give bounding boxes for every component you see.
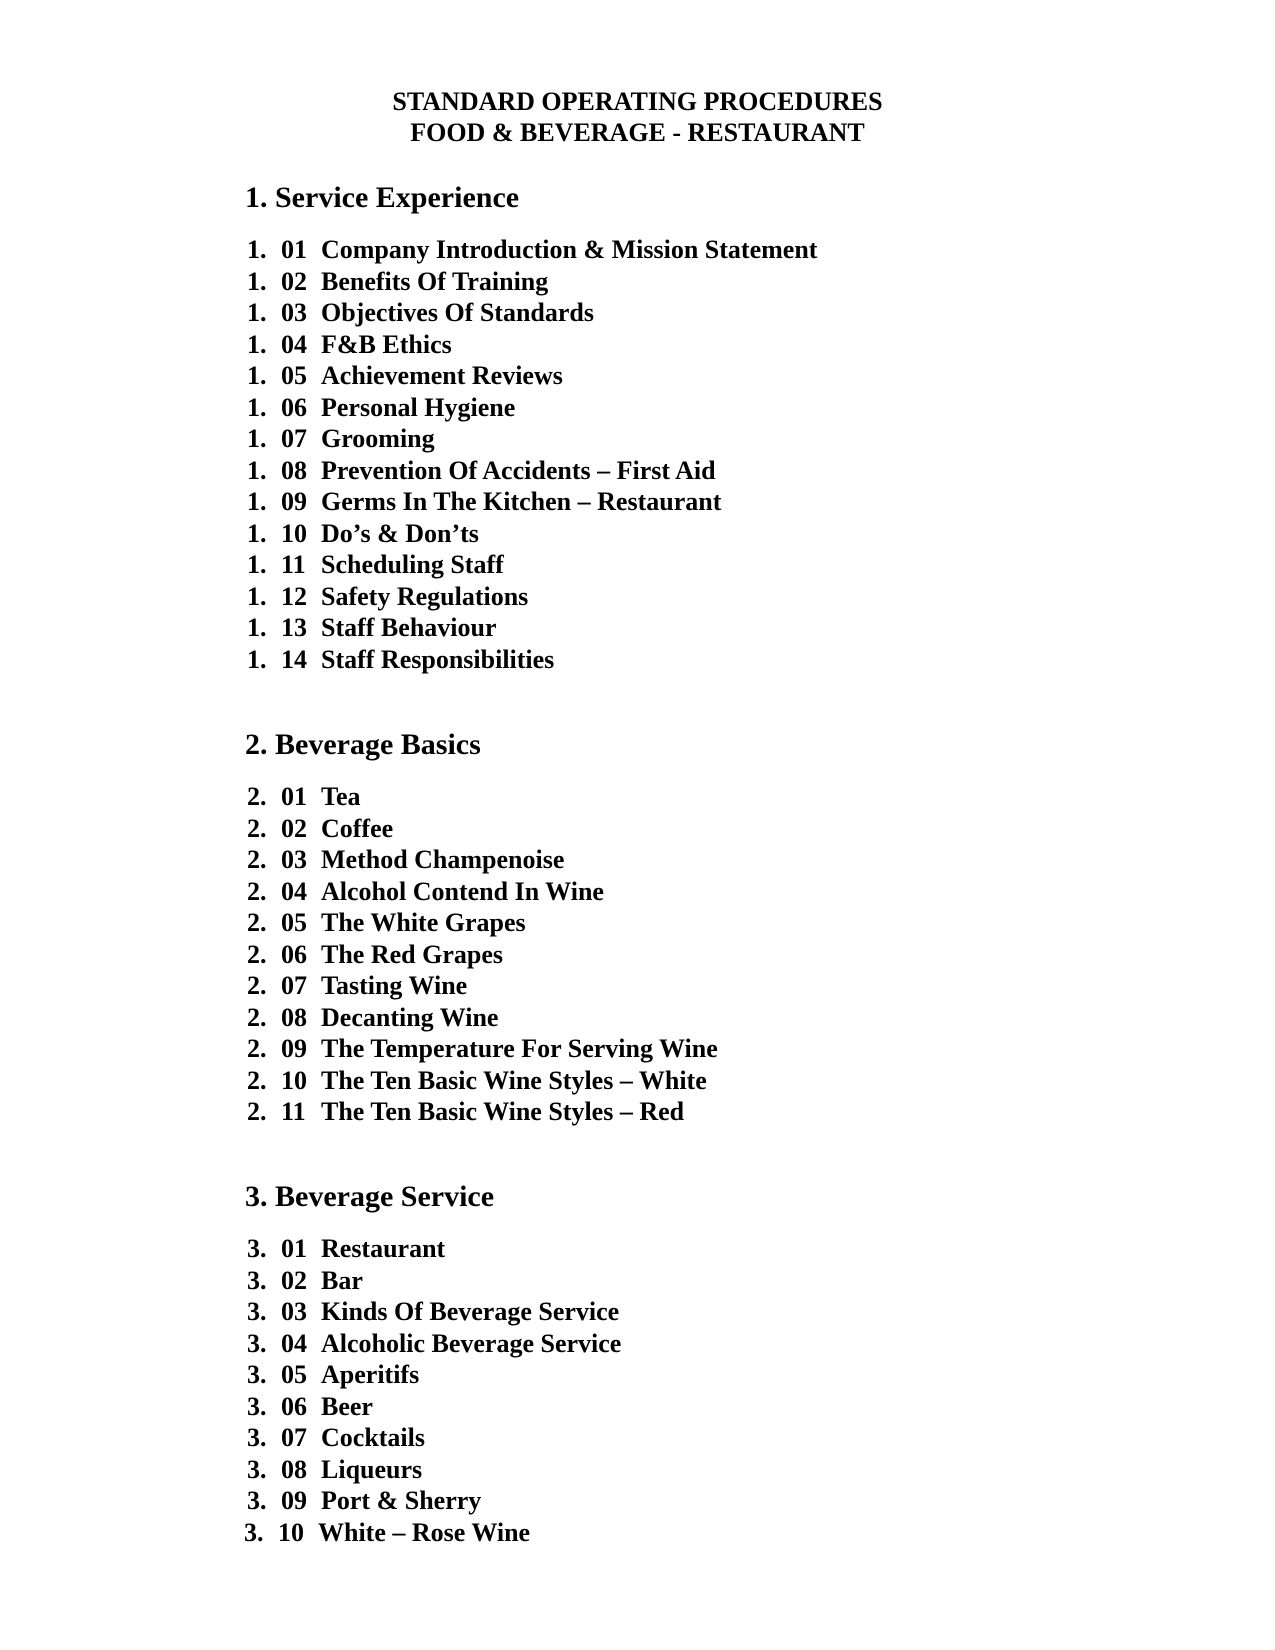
item-title: The Ten Basic Wine Styles – Red (321, 1097, 685, 1126)
item-major-number: 2. (247, 1002, 267, 1032)
item-major-number: 2. (247, 1065, 267, 1095)
list-item (247, 486, 817, 518)
item-title: Tasting Wine (321, 971, 468, 1000)
item-minor-number: 09 (281, 487, 307, 516)
item-title: The Ten Basic Wine Styles – White (321, 1065, 707, 1095)
item-major-number: 1. (247, 644, 267, 674)
item-title: Alcohol Contend In Wine (321, 876, 604, 906)
item-minor-number: 14 (281, 644, 307, 674)
item-title: Coffee (321, 813, 394, 843)
item-minor-number: 08 (281, 1002, 307, 1032)
list-item (247, 329, 817, 361)
item-title: Decanting Wine (321, 1002, 499, 1032)
item-major-number: 3. (247, 1234, 267, 1263)
item-major-number: 1. (247, 424, 267, 453)
item-minor-number: 10 (281, 518, 307, 548)
item-minor-number: 06 (281, 392, 307, 422)
list-item (247, 455, 817, 487)
item-major-number: 1. (247, 235, 267, 264)
list-item (247, 1033, 718, 1065)
list-item (247, 907, 718, 939)
section-list-beverage-service (244, 1233, 622, 1548)
list-item (247, 1391, 621, 1423)
item-major-number: 2. (247, 845, 267, 874)
list-item (247, 1359, 621, 1391)
list-item (247, 1422, 621, 1454)
item-title: Aperitifs (321, 1360, 420, 1389)
item-major-number: 3. (247, 1391, 267, 1421)
item-title: Kinds Of Beverage Service (321, 1297, 620, 1326)
section-heading-beverage-service: 3. Beverage Service (245, 1180, 495, 1213)
list-item (247, 1265, 621, 1297)
item-major-number: 3. (247, 1360, 267, 1389)
item-minor-number: 02 (281, 266, 307, 296)
list-item (244, 1517, 621, 1549)
item-major-number: 2. (247, 813, 267, 843)
item-title: White – Rose Wine (318, 1517, 531, 1547)
item-title: Tea (321, 782, 361, 811)
item-title: Personal Hygiene (321, 392, 516, 422)
item-title: Bar (321, 1265, 363, 1295)
document-title-line-2: FOOD & BEVERAGE - RESTAURANT (410, 118, 865, 147)
item-major-number: 3. (247, 1454, 267, 1484)
item-title: Do’s & Don’ts (321, 518, 479, 548)
item-major-number: 2. (247, 908, 267, 937)
item-title: Alcoholic Beverage Service (321, 1328, 622, 1358)
item-minor-number: 01 (281, 1234, 307, 1263)
item-minor-number: 07 (281, 424, 307, 453)
section-list-service-experience (247, 234, 817, 675)
item-title: Prevention Of Accidents – First Aid (321, 455, 716, 485)
item-title: Restaurant (321, 1234, 446, 1263)
item-minor-number: 11 (281, 550, 306, 579)
item-minor-number: 03 (281, 845, 307, 874)
list-item (247, 813, 718, 845)
item-minor-number: 10 (278, 1517, 304, 1547)
document-title-line-1: STANDARD OPERATING PROCEDURES (392, 87, 883, 116)
item-minor-number: 05 (281, 1360, 307, 1389)
item-title: Objectives Of Standards (321, 298, 594, 327)
list-item (247, 781, 718, 813)
list-item (247, 876, 718, 908)
list-item (247, 1233, 621, 1265)
item-title: Scheduling Staff (321, 550, 504, 579)
list-item (247, 518, 817, 550)
list-item (247, 581, 817, 613)
list-item (247, 939, 718, 971)
item-title: The Red Grapes (321, 939, 503, 969)
item-minor-number: 06 (281, 939, 307, 969)
item-minor-number: 02 (281, 1265, 307, 1295)
item-major-number: 1. (247, 455, 267, 485)
item-minor-number: 08 (281, 455, 307, 485)
item-minor-number: 09 (281, 1486, 307, 1515)
item-minor-number: 04 (281, 876, 307, 906)
item-major-number: 1. (247, 581, 267, 611)
item-minor-number: 04 (281, 1328, 307, 1358)
item-minor-number: 05 (281, 908, 307, 937)
item-major-number: 3. (247, 1328, 267, 1358)
item-title: Germs In The Kitchen – Restaurant (321, 487, 722, 516)
item-major-number: 1. (247, 392, 267, 422)
list-item (247, 1065, 718, 1097)
list-item (247, 360, 817, 392)
item-title: Staff Responsibilities (321, 644, 555, 674)
item-major-number: 3. (247, 1486, 267, 1515)
item-major-number: 1. (247, 613, 267, 642)
item-minor-number: 04 (281, 329, 307, 359)
item-major-number: 3. (247, 1265, 267, 1295)
item-minor-number: 07 (281, 971, 307, 1000)
item-major-number: 3. (244, 1517, 264, 1547)
item-minor-number: 07 (281, 1423, 307, 1452)
item-major-number: 2. (247, 939, 267, 969)
item-major-number: 1. (247, 550, 267, 579)
item-title: Port & Sherry (321, 1486, 482, 1515)
item-title: Cocktails (321, 1423, 425, 1452)
item-title: Beer (321, 1391, 373, 1421)
item-major-number: 1. (247, 487, 267, 516)
item-minor-number: 08 (281, 1454, 307, 1484)
list-item (247, 266, 817, 298)
item-title: Benefits Of Training (321, 266, 549, 296)
list-item (247, 1296, 621, 1328)
item-title: Achievement Reviews (321, 361, 563, 390)
item-major-number: 3. (247, 1423, 267, 1452)
item-minor-number: 12 (281, 581, 307, 611)
item-minor-number: 01 (281, 782, 307, 811)
list-item (247, 1454, 621, 1486)
item-title: Liqueurs (321, 1454, 423, 1484)
list-item (247, 1485, 621, 1517)
item-minor-number: 05 (281, 361, 307, 390)
item-major-number: 1. (247, 361, 267, 390)
list-item (247, 844, 718, 876)
list-item (247, 970, 718, 1002)
item-minor-number: 06 (281, 1391, 307, 1421)
item-minor-number: 02 (281, 813, 307, 843)
item-major-number: 3. (247, 1297, 267, 1326)
list-item (247, 612, 817, 644)
item-minor-number: 10 (281, 1065, 307, 1095)
list-item (247, 549, 817, 581)
item-major-number: 1. (247, 266, 267, 296)
item-major-number: 2. (247, 782, 267, 811)
section-list-beverage-basics (247, 781, 718, 1128)
list-item (247, 234, 817, 266)
item-major-number: 1. (247, 329, 267, 359)
item-major-number: 1. (247, 298, 267, 327)
item-minor-number: 03 (281, 298, 307, 327)
list-item (247, 1096, 718, 1128)
item-major-number: 2. (247, 1034, 267, 1063)
item-title: Staff Behaviour (321, 613, 497, 642)
item-title: F&B Ethics (321, 329, 452, 359)
item-major-number: 2. (247, 1097, 267, 1126)
item-title: The Temperature For Serving Wine (321, 1034, 718, 1063)
list-item (247, 1328, 621, 1360)
list-item (247, 644, 817, 676)
item-title: Method Champenoise (321, 845, 565, 874)
item-minor-number: 11 (281, 1097, 306, 1126)
item-minor-number: 01 (281, 235, 307, 264)
item-major-number: 2. (247, 876, 267, 906)
list-item (247, 392, 817, 424)
item-major-number: 2. (247, 971, 267, 1000)
list-item (247, 423, 817, 455)
section-heading-beverage-basics: 2. Beverage Basics (245, 728, 481, 761)
item-minor-number: 03 (281, 1297, 307, 1326)
list-item (247, 1002, 718, 1034)
item-title: Grooming (321, 424, 435, 453)
item-minor-number: 13 (281, 613, 307, 642)
document-header (0, 86, 1275, 148)
item-minor-number: 09 (281, 1034, 307, 1063)
list-item (247, 297, 817, 329)
section-heading-service-experience: 1. Service Experience (245, 181, 520, 214)
item-title: Safety Regulations (321, 581, 529, 611)
item-major-number: 1. (247, 518, 267, 548)
item-title: Company Introduction & Mission Statement (321, 235, 818, 264)
item-title: The White Grapes (321, 908, 526, 937)
